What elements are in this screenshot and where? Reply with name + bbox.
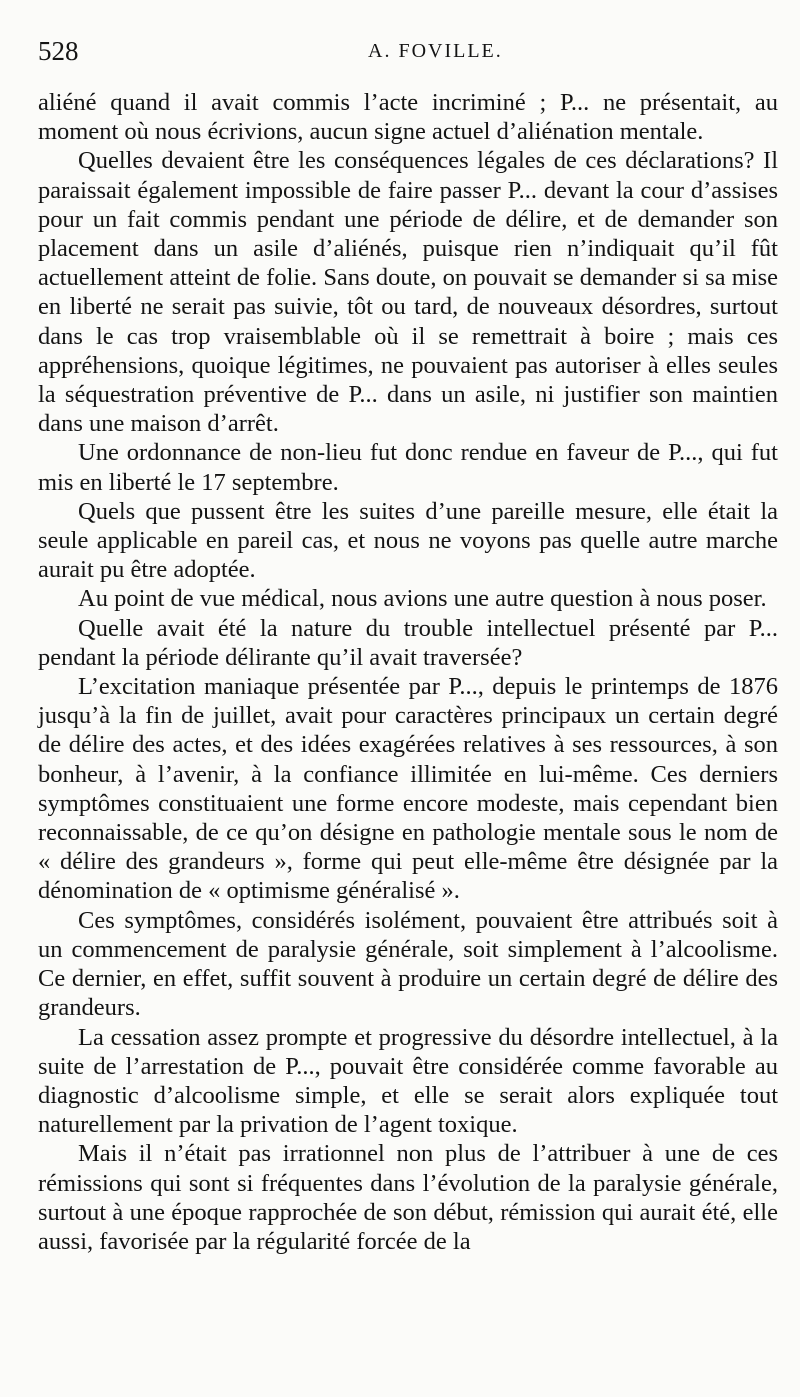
paragraph: Ces symptômes, considérés isolément, pouvaient être attribués soit à un commencement de paralysie générale, soit simplement à l’alcoolisme. Ce dernier, en effet, suffit souvent à produire un certain degré de délire des grandeurs. <box>38 906 778 1022</box>
paragraph: Quels que pussent être les suites d’une pareille mesure, elle était la seule applicable en pareil cas, et nous ne voyons pas quelle autre marche aurait pu être adoptée. <box>38 497 778 584</box>
body-text <box>38 88 778 1256</box>
running-head-title: A. FOVILLE. <box>368 40 503 62</box>
running-head <box>38 36 770 72</box>
paragraph: Mais il n’était pas irrationnel non plus de l’attribuer à une de ces rémissions qui sont si fréquentes dans l’évolution de la paralysie générale, surtout à une époque rapprochée de son début, rémission qui aurait été, elle aussi, favorisée par la régularité forcée de la <box>38 1140 778 1255</box>
page-number: 528 <box>38 36 79 66</box>
paragraph: L’excitation maniaque présentée par P..., depuis le printemps de 1876 jusqu’à la fin de juillet, avait pour caractères principaux un certain degré de délire des actes, et des idées exagérées relatives à ses ressources, à son bonheur, à l’avenir, à la confiance illimitée en lui-même. Ces derniers symptômes constituaient une forme encore modeste, mais cependant bien reconnaissable, de ce qu’on désigne en pathologie mentale sous le nom de « délire des grandeurs », forme qui peut elle-même être désignée par la dénomination de « optimisme généralisé ». <box>38 673 778 905</box>
paragraph: Au point de vue médical, nous avions une autre question à nous poser. <box>78 585 767 613</box>
paragraph: La cessation assez prompte et progressive du désordre intellectuel, à la suite de l’arrestation de P..., pouvait être considérée comme favorable au diagnostic d’alcoolisme simple, et elle se serait alors expliquée tout naturellement par la privation de l’agent toxique. <box>38 1023 778 1139</box>
paragraph-continuation: aliéné quand il avait commis l’acte incriminé ; P... ne présentait, au moment où nous écrivions, aucun signe actuel d’aliénation mentale. <box>38 89 778 146</box>
paragraph: Une ordonnance de non-lieu fut donc rendue en faveur de P..., qui fut mis en liberté le 17 septembre. <box>38 439 778 496</box>
paragraph: Quelles devaient être les conséquences légales de ces déclarations? Il paraissait également impossible de faire passer P... devant la cour d’assises pour un fait commis pendant une période de délire, et de demander son placement dans un asile d’aliénés, puisque rien n’indiquait qu’il fût actuellement atteint de folie. Sans doute, on pouvait se demander si sa mise en liberté ne serait pas suivie, tôt ou tard, de nouveaux désordres, surtout dans le cas trop vraisemblable où il se remettrait à boire ; mais ces appréhensions, quoique légitimes, ne pouvaient pas autoriser à elles seules la séquestration préventive de P... dans un asile, ni justifier son maintien dans une maison d’arrêt. <box>38 147 778 438</box>
paragraph: Quelle avait été la nature du trouble intellectuel présenté par P... pendant la période délirante qu’il avait traversée? <box>38 614 778 671</box>
